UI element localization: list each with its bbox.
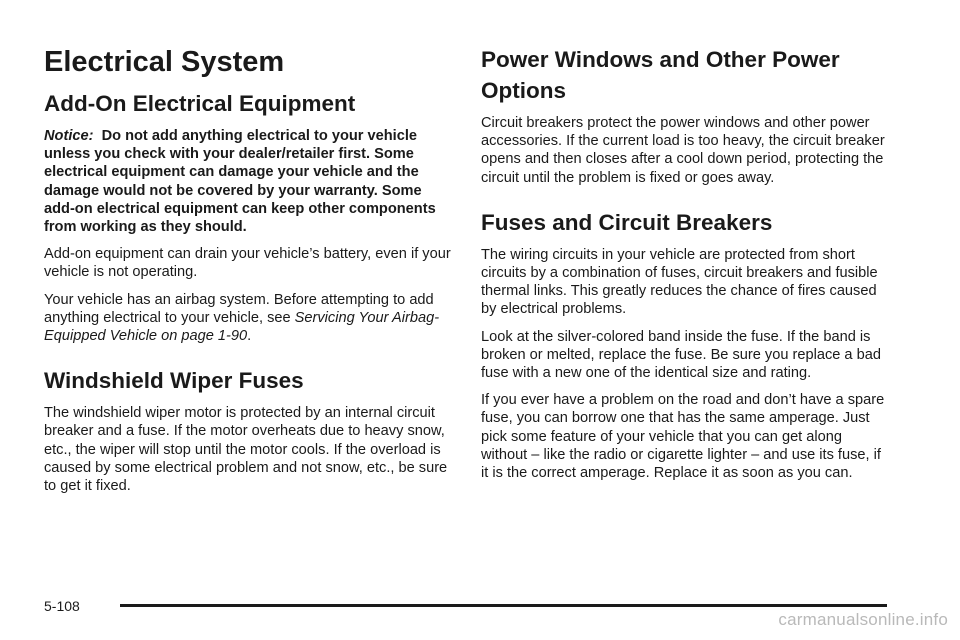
- heading-add-on-electrical-equipment: Add-On Electrical Equipment: [44, 91, 356, 116]
- page-number: 5-108: [44, 598, 80, 614]
- heading-fuses-and-circuit-breakers: Fuses and Circuit Breakers: [481, 209, 773, 235]
- footer-rule: [120, 604, 887, 607]
- watermark: carmanualsonline.info: [778, 610, 948, 629]
- fuses-paragraph-2: Look at the silver-colored band inside the fuse. If the band is broken or melted, replace the fuse. Be sure you replace a bad fuse with a new one of the identical size and rating.: [481, 328, 881, 382]
- addon-paragraph-2-text: Your vehicle has an airbag system. Before attempting to add anything electrical to your vehicle, see: [44, 291, 434, 326]
- power-paragraph-1: Circuit breakers protect the power windows and other power accessories. If the current load is too heavy, the circuit breaker opens and then closes after a cool down period, protecting the circuit until the problem is fixed or goes away.: [481, 115, 885, 186]
- page-footer: [44, 592, 887, 616]
- fuses-paragraph-1: The wiring circuits in your vehicle are protected from short circuits by a combination of fuses, circuit breakers and fusible thermal links. This greatly reduces the chance of fires caused by electrical problems.: [481, 246, 878, 318]
- notice-paragraph: [44, 127, 452, 236]
- addon-paragraph-2-end: .: [247, 328, 252, 345]
- left-column: [44, 40, 452, 504]
- heading-power-windows: Power Windows and Other Power Options: [481, 47, 840, 103]
- fuses-paragraph-3: If you ever have a problem on the road and don’t have a spare fuse, you can borrow one that has the same amperage. Just pick some feature of your vehicle that you can get along without – like the radio or cigarette lighter – and use its fuse, if it is the correct amperage. Replace it as soon as you can.: [481, 392, 885, 482]
- notice-label: Notice:: [44, 128, 94, 144]
- airbag-cross-reference: Servicing Your Airbag-Equipped Vehicle on page 1-90: [44, 309, 440, 345]
- addon-paragraph-2: [44, 291, 452, 346]
- notice-text: Do not add anything electrical to your vehicle unless you check with your dealer/retailer first. Some electrical equipment can damage your vehicle and the damage would not be covered by your warranty. Some add-on electrical equipment can keep other components from working as they should.: [44, 128, 436, 236]
- page-title: Electrical System: [44, 46, 285, 78]
- right-column: [481, 40, 889, 491]
- wiper-paragraph-1: The windshield wiper motor is protected by an internal circuit breaker and a fuse. If the motor overheats due to heavy snow, etc., the wiper will stop until the motor cools. If the overload is caused by some electrical problem and not snow, etc., be sure to get it fixed.: [44, 405, 448, 495]
- addon-paragraph-1: Add-on equipment can drain your vehicle’s battery, even if your vehicle is not operating.: [44, 246, 451, 281]
- heading-windshield-wiper-fuses: Windshield Wiper Fuses: [44, 368, 304, 394]
